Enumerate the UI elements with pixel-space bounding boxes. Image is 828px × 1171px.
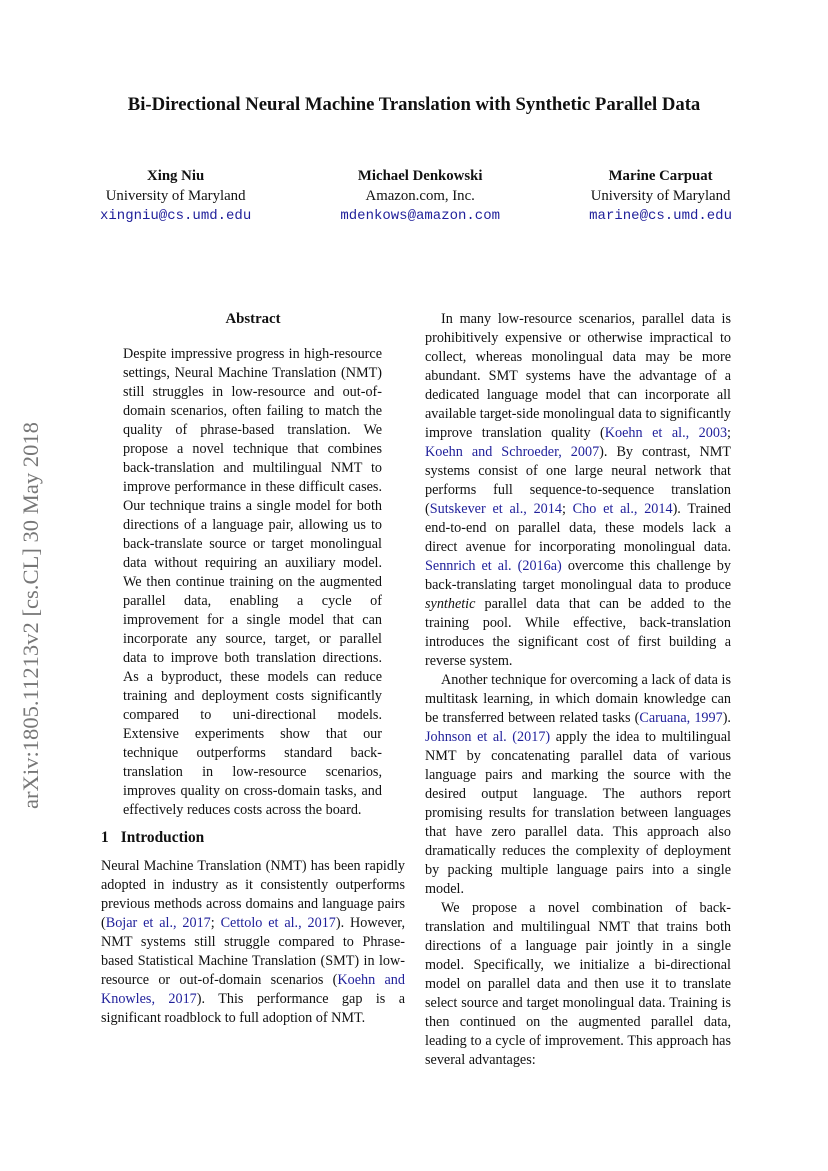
text-span: ). Trained end-to-end on parallel data, these models lack a direct avenue for incorporating monolingual data. [425, 501, 731, 555]
text-span: parallel data that can be added to the training pool. While effective, back-translation introduces the significant cost of first building a reverse system. [425, 596, 731, 669]
text-span: Another technique for overcoming a lack of data is multitask learning, in which domain knowledge can be transferred between related tasks ( [425, 672, 731, 726]
paper-title: Bi-Directional Neural Machine Translation with Synthetic Parallel Data [127, 94, 701, 115]
arxiv-id: arXiv:1805.11213v2 [cs.CL] 30 May 2018 [17, 421, 43, 809]
text-span: apply the idea to multilingual NMT by concatenating parallel data of various language pairs and marking the source with the desired output language. The authors report promising results for translation between languages that have zero parallel data. This approach also dramatically reduces the complexity of deployment by packing multiple language pairs into a single model. [425, 729, 731, 897]
left-column [101, 310, 405, 1028]
text-span: Neural Machine Translation (NMT) has been rapidly adopted in industry as it consistently outperforms previous methods across domains and language pairs ( [101, 858, 405, 931]
right-column [425, 310, 731, 1070]
citation-link[interactable]: Johnson et al. (2017) [425, 729, 551, 745]
citation-link[interactable]: Caruana, 1997 [639, 710, 723, 726]
text-span: ). This performance gap is a significant roadblock to full adoption of NMT. [101, 991, 405, 1026]
author-name: Marine Carpuat [608, 168, 713, 184]
intro-paragraph-4: We propose a novel combination of back-translation and multilingual NMT that trains both directions of a language pair jointly in a single model. Specifically, we initialize a bi-directional model on parallel data and then use it to translate select source and target monolingual data. Training is then continued on the augmented parallel data, leading to a cycle of improvement. This approach has several advantages: [425, 900, 731, 1068]
text-span: ). By contrast, NMT systems consist of one large neural network that performs full sequence-to-sequence translation ( [425, 444, 731, 517]
author-name: Michael Denkowski [357, 168, 483, 184]
citation-link[interactable]: Koehn and Schroeder, 2007 [425, 444, 600, 460]
author-email[interactable]: xingniu@cs.umd.edu [100, 208, 252, 224]
section-heading [101, 828, 405, 847]
citation-link[interactable]: Koehn et al., 2003 [604, 425, 728, 441]
author-name: Xing Niu [147, 168, 205, 184]
section-title: Introduction [120, 829, 205, 846]
text-span: ). [722, 710, 731, 726]
section-number: 1 [101, 829, 109, 846]
intro-paragraph-1 [101, 857, 405, 1028]
citation-link[interactable]: Sennrich et al. (2016a) [425, 558, 562, 574]
author-affiliation: University of Maryland [105, 188, 246, 204]
author-affiliation: University of Maryland [590, 188, 731, 204]
author-2 [340, 166, 500, 226]
intro-paragraph-2 [425, 310, 731, 671]
author-email[interactable]: mdenkows@amazon.com [340, 208, 501, 224]
text-span: overcome this challenge by back-translating target monolingual data to produce [425, 558, 731, 593]
arxiv-stamp [8, 357, 52, 873]
citation-link[interactable]: Koehn and Knowles, 2017 [101, 972, 405, 1007]
author-email[interactable]: marine@cs.umd.edu [589, 208, 732, 224]
text-span: ; [727, 425, 731, 441]
abstract-text: Despite impressive progress in high-resource settings, Neural Machine Translation (NMT) still struggles in low-resource and out-of-domain scenarios, often failing to match the quality of phrase-based translation. We propose a novel technique that combines back-translation and multilingual NMT to improve performance in these difficult cases. Our technique trains a single model for both directions of a language pair, allowing us to back-translate source or target monolingual data without requiring an auxiliary model. We then continue training on the augmented parallel data, enabling a cycle of improvement for a single model that can incorporate any source, target, or parallel data to improve both translation directions. As a byproduct, these models can reduce training and deployment costs significantly compared to uni-directional models. Extensive experiments show that our technique outperforms standard back-translation in low-resource scenarios, improves quality on cross-domain tasks, and effectively reduces costs across the board. [123, 346, 382, 818]
text-span: ). However, NMT systems still struggle compared to Phrase-based Statistical Machine Translation (SMT) in low-resource or out-of-domain scenarios ( [101, 915, 405, 988]
citation-link[interactable]: Bojar et al., 2017 [105, 915, 211, 931]
author-3 [589, 166, 732, 226]
citation-link[interactable]: Cettolo et al., 2017 [220, 915, 336, 931]
author-affiliation: Amazon.com, Inc. [365, 188, 475, 204]
citation-link[interactable]: Sutskever et al., 2014 [429, 501, 562, 517]
text-span: ; [561, 501, 573, 517]
text-span: In many low-resource scenarios, parallel data is prohibitively expensive or otherwise impractical to collect, whereas monolingual data may be more abundant. SMT systems have the advantage of a dedicated language model that can incorporate all available target-side monolingual data to significantly improve translation quality ( [425, 311, 731, 441]
emphasis: synthetic [425, 596, 476, 612]
author-1 [100, 166, 251, 226]
intro-paragraph-3 [425, 671, 731, 899]
author-block [100, 166, 732, 226]
abstract-heading: Abstract [225, 311, 281, 327]
citation-link[interactable]: Cho et al., 2014 [572, 501, 673, 517]
text-span: ; [210, 915, 221, 931]
